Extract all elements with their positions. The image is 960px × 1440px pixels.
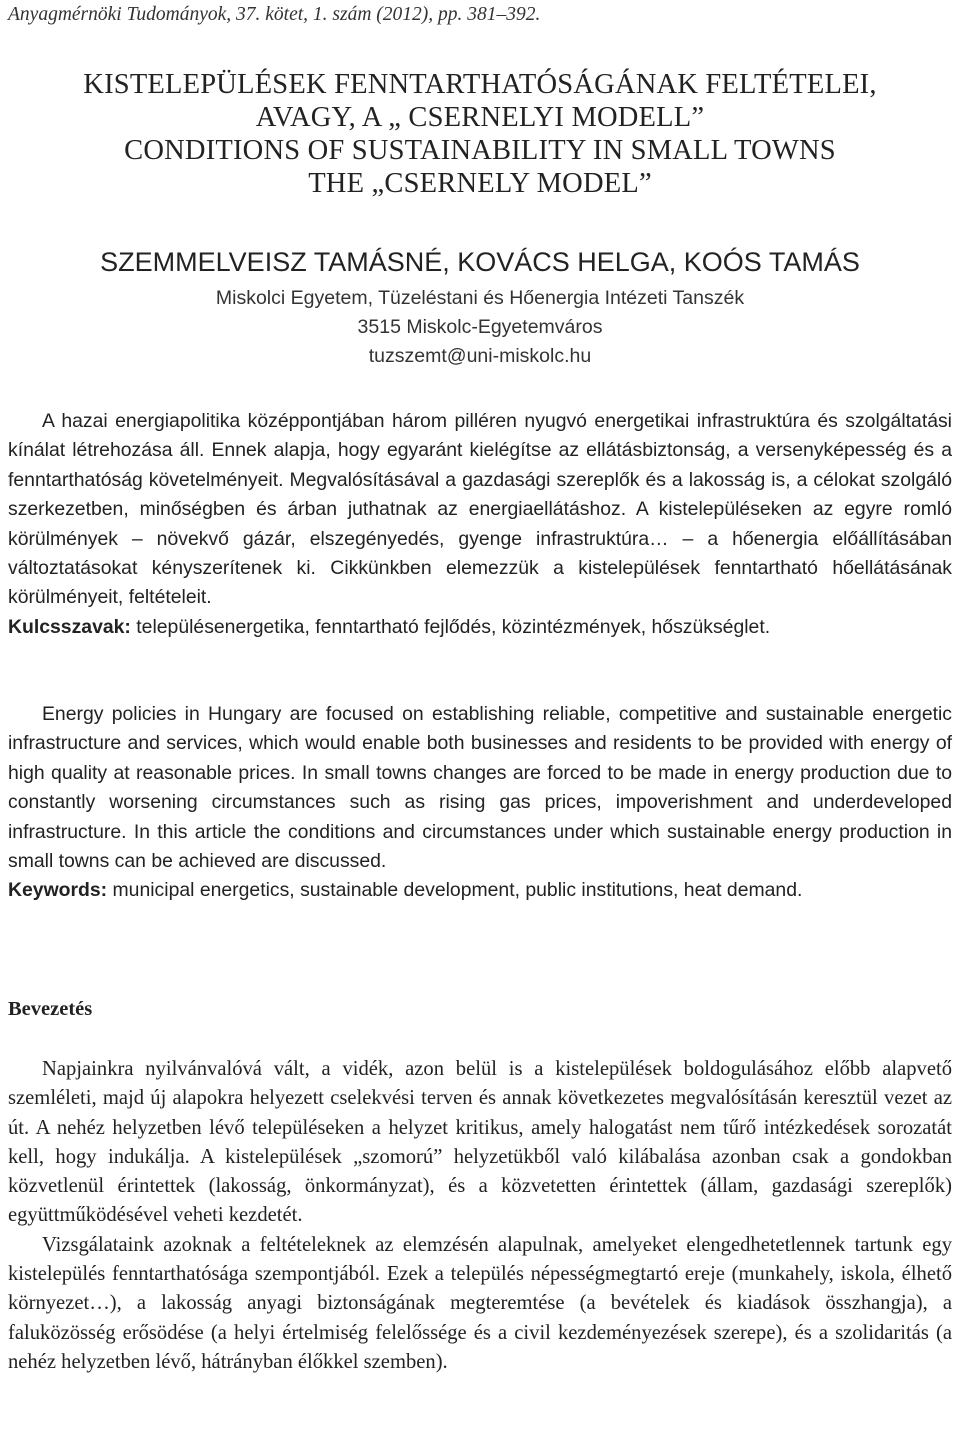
intro-paragraph-2: Vizsgálataink azoknak a feltételeknek az elemzésén alapulnak, amelyeket elengedhetetlennek tartunk egy kistelepülés fenntarthatósága szempontjából. Ezek a település népességmegtartó ereje (munkahely, iskola, élhető környezet…), a lakosság anyagi biztonságának megteremtése (a bevételek és kiadások összhangja), a faluközösség erősödése (a helyi értelmiség felelőssége és a civil kezdeményezések szerepe), és a szolidaritás (a nehéz helyzetben lévő, hátrányban élőkkel szemben).: [8, 1233, 952, 1373]
abstract-en-text: Energy policies in Hungary are focused on establishing reliable, competitive and sustainable energetic infrastructure and services, which would enable both businesses and residents to be provided with energy of high quality at reasonable prices. In small towns changes are forced to be made in energy production due to constantly worsening circumstances such as rising gas prices, impoverishment and underdeveloped infrastructure. In this article the conditions and circumstances under which sustainable energy production in small towns can be achieved are discussed.: [8, 703, 952, 873]
affiliation-institution: Miskolci Egyetem, Tüzeléstani és Hőenergia Intézeti Tanszék: [215, 287, 745, 309]
abstract-english: [8, 700, 952, 906]
keywords-en-label: Keywords:: [8, 879, 108, 902]
author-list: SZEMMELVEISZ TAMÁSNÉ, KOVÁCS HELGA, KOÓS TAMÁS: [100, 247, 860, 277]
keywords-hu-values: településenergetika, fenntartható fejlődés, közintézmények, hőszükséglet.: [136, 615, 771, 638]
affiliation-address: 3515 Miskolc-Egyetemváros: [357, 316, 603, 338]
section-body: [8, 1055, 952, 1377]
paper-title: [0, 68, 960, 200]
section-heading: Bevezetés: [8, 998, 93, 1020]
keywords-hu: [8, 613, 952, 642]
title-line-3: CONDITIONS OF SUSTAINABILITY IN SMALL TOWNS: [124, 135, 836, 166]
keywords-en: [8, 876, 952, 905]
title-line-4: THE „CSERNELY MODEL”: [308, 168, 652, 199]
journal-citation: Anyagmérnöki Tudományok, 37. kötet, 1. szám (2012), pp. 381–392.: [8, 4, 541, 25]
title-line-2: AVAGY, A „ CSERNELYI MODELL”: [255, 102, 705, 133]
affiliation: [0, 284, 960, 371]
abstract-hungarian: [8, 407, 952, 642]
abstract-hu-text: A hazai energiapolitika középpontjában három pilléren nyugvó energetikai infrastruktúra és szolgáltatási kínálat létrehozása áll. Ennek alapja, hogy egyaránt kielégítse az ellátásbiztonság, a versenyképesség és a fenntarthatóság követelményeit. Megvalósításával a gazdasági szereplők és a lakosság is, a célokat szolgáló szerkezetben, minőségben és árban juthatnak az energiaellátáshoz. A kistelepüléseken az egyre romló körülmények – növekvő gázár, elszegényedés, gyenge infrastruktúra… – a hőenergia előállításában változtatásokat kényszerítenek ki. Cikkünkben elemezzük a kistelepülések fenntartható hőellátásának körülményeit, feltételeit.: [8, 410, 952, 609]
keywords-hu-label: Kulcsszavak:: [8, 615, 131, 638]
intro-paragraph-1: Napjainkra nyilvánvalóvá vált, a vidék, azon belül is a kistelepülések boldogulásához előbb alapvető szemléleti, majd új alapokra helyezett cselekvési terven és annak következetes megvalósításán keresztül vezet az út. A nehéz helyzetben lévő településeken a helyzet kritikus, amely halogatást nem tűrő intézkedések sorozatát kell, hogy indukálja. A kistelepülések „szomorú” helyzetükből való kilábalása azonban csak a gondokban közvetlenül érintettek (lakosság, önkormányzat), és a közvetetten érintettek (állam, gazdasági szereplők) együttműködésével veheti kezdetét.: [8, 1058, 952, 1227]
affiliation-email: tuzszemt@uni-miskolc.hu: [368, 345, 592, 367]
keywords-en-values: municipal energetics, sustainable development, public institutions, heat demand.: [112, 879, 803, 902]
title-line-1: KISTELEPÜLÉSEK FENNTARTHATÓSÁGÁNAK FELTÉTELEI,: [83, 69, 877, 100]
